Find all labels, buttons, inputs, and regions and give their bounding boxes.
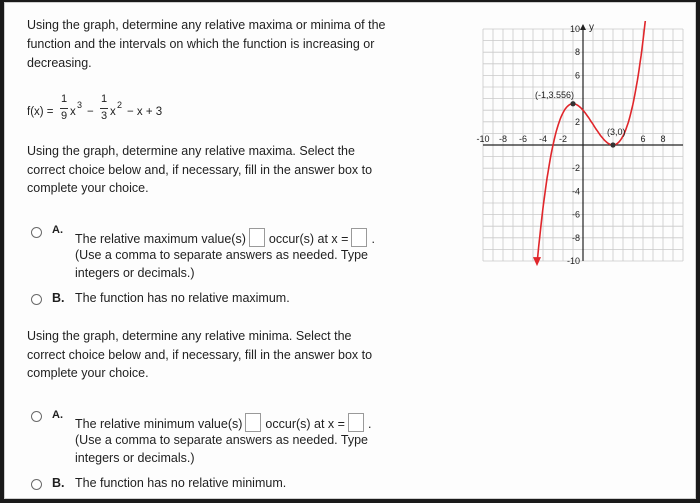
- y-tick-label: -6: [571, 209, 580, 220]
- maxima-option-b-radio[interactable]: [31, 294, 42, 305]
- maxima-option-a-radio[interactable]: [31, 227, 42, 238]
- frac-a-bar: [60, 108, 68, 109]
- intro-line-3: decreasing.: [27, 56, 92, 70]
- maxima-option-a-text: The relative maximum value(s): [75, 232, 246, 246]
- frac-b-bar: [100, 108, 108, 109]
- y-tick-label: 6: [574, 70, 580, 81]
- y-tick-label: -4: [571, 186, 580, 197]
- maxima-option-a-mid: occur(s) at x =: [268, 232, 349, 246]
- minima-value-input[interactable]: [245, 413, 261, 432]
- maxima-question-line-1: Using the graph, determine any relative maxima. Select the: [27, 144, 355, 158]
- minima-option-a-text: The relative minimum value(s): [75, 417, 243, 431]
- maxima-option-a-row: [75, 228, 375, 248]
- curve-arrow-down-icon: [533, 257, 541, 266]
- x-tick-label: 6: [640, 134, 646, 144]
- minima-option-b-text: The function has no relative minimum.: [75, 476, 287, 490]
- x-tick-label: 8: [660, 134, 666, 144]
- maxima-option-a-letter: A.: [52, 224, 63, 236]
- intro-line-1: Using the graph, determine any relative maxima or minima of the: [27, 18, 386, 32]
- x-tick-label: -8: [498, 134, 508, 144]
- y-axis-label: y: [589, 22, 594, 33]
- graph-point: [570, 101, 575, 106]
- y-tick-label: 10: [569, 24, 580, 34]
- term-x2: x: [110, 106, 116, 118]
- x-tick-label: -4: [538, 134, 548, 144]
- maxima-question-line-2: correct choice below and, if necessary, fill in the answer box to: [27, 163, 373, 177]
- function-graph: [475, 21, 693, 267]
- minima-option-a-radio[interactable]: [31, 411, 42, 422]
- maxima-value-input[interactable]: [249, 228, 265, 247]
- y-tick-label: 8: [574, 47, 580, 58]
- minima-option-a-letter: A.: [52, 409, 63, 421]
- minima-option-a-mid: occur(s) at x =: [265, 417, 345, 431]
- x-tick-label: -2: [558, 134, 568, 144]
- maxima-note-line-1: (Use a comma to separate answers as needed. Type: [75, 248, 368, 262]
- frac-b-den: 3: [101, 110, 108, 122]
- y-axis-arrow-icon: [580, 24, 586, 30]
- maxima-option-b-letter: B.: [52, 291, 65, 305]
- maxima-x-input[interactable]: [351, 228, 367, 247]
- intro-line-2: function and the intervals on which the function is increasing or: [27, 37, 375, 51]
- minima-question-line-3: complete your choice.: [27, 366, 149, 380]
- y-tick-label: -2: [571, 163, 580, 174]
- x-tick-label: -6: [518, 134, 528, 144]
- term-x3: x: [70, 106, 76, 118]
- graph-point-label: (-1,3.556): [535, 89, 575, 100]
- function-lhs: f(x) =: [27, 106, 54, 118]
- minima-note-line-1: (Use a comma to separate answers as needed. Type: [75, 433, 368, 447]
- minus-sign: −: [87, 106, 94, 118]
- power-2: 2: [117, 100, 123, 110]
- graph-curve: [533, 21, 652, 266]
- minima-option-a-end: .: [367, 417, 372, 431]
- minima-option-b-letter: B.: [52, 476, 65, 490]
- y-tick-label: -8: [571, 232, 580, 243]
- minima-option-b-radio[interactable]: [31, 479, 42, 490]
- function-curve: [537, 21, 648, 264]
- frac-b-num: 1: [101, 93, 108, 105]
- y-tick-label: 2: [574, 116, 580, 127]
- minima-x-input[interactable]: [348, 413, 364, 432]
- graph-point-label: (3,0): [607, 127, 626, 137]
- y-tick-label: -10: [566, 256, 580, 266]
- frac-a-den: 9: [61, 110, 68, 122]
- maxima-option-a-end: .: [371, 232, 375, 246]
- frac-a-num: 1: [61, 93, 68, 105]
- minima-question-line-2: correct choice below and, if necessary, fill in the answer box to: [27, 348, 373, 362]
- question-panel: [4, 2, 696, 499]
- graph-point: [610, 142, 615, 147]
- function-rest: − x + 3: [127, 106, 163, 118]
- minima-note-line-2: integers or decimals.): [75, 451, 195, 465]
- maxima-option-b-text: The function has no relative maximum.: [75, 291, 290, 305]
- maxima-question-line-3: complete your choice.: [27, 181, 149, 195]
- minima-option-a-row: [75, 413, 371, 433]
- power-3: 3: [77, 100, 83, 110]
- minima-question-line-1: Using the graph, determine any relative minima. Select the: [27, 329, 352, 343]
- x-tick-label: -10: [476, 134, 490, 144]
- maxima-note-line-2: integers or decimals.): [75, 266, 195, 280]
